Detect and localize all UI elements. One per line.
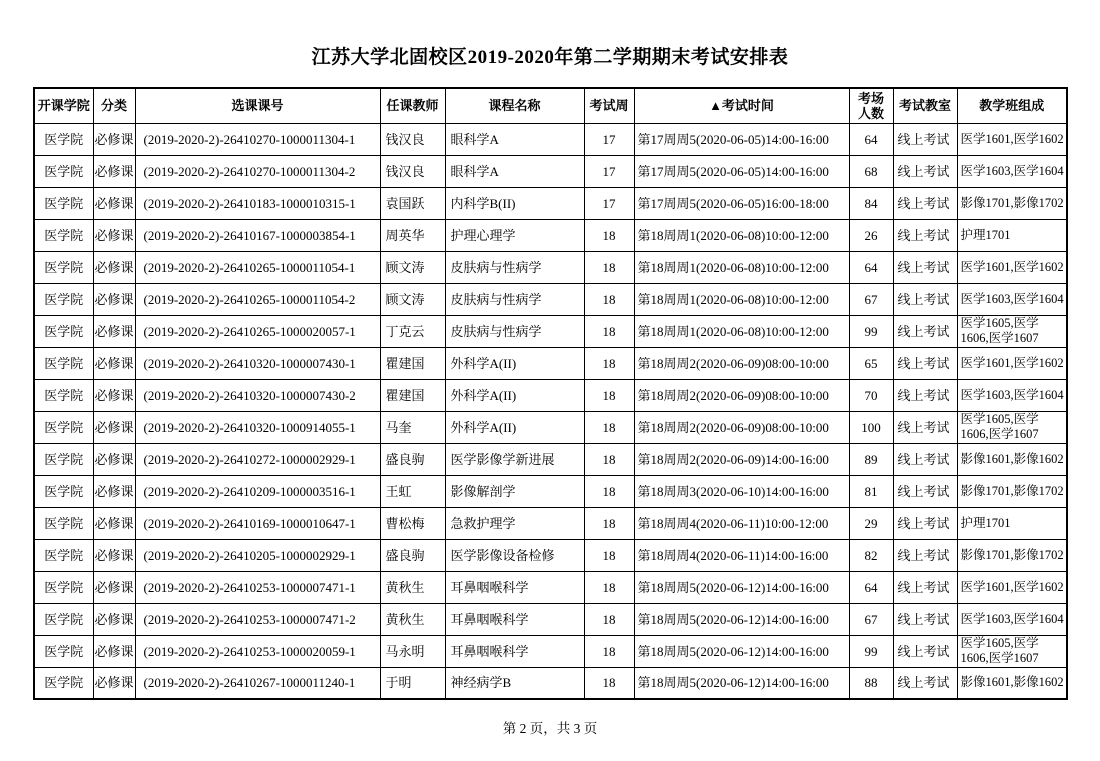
cell-room_count: 68 (849, 155, 893, 187)
cell-class_composition: 护理1701 (957, 507, 1067, 539)
cell-college: 医学院 (34, 475, 93, 507)
cell-exam_room: 线上考试 (893, 443, 957, 475)
cell-exam_time: 第18周周1(2020-06-08)10:00-12:00 (634, 219, 849, 251)
cell-exam_time: 第17周周5(2020-06-05)14:00-16:00 (634, 155, 849, 187)
cell-college: 医学院 (34, 539, 93, 571)
cell-exam_time: 第18周周5(2020-06-12)14:00-16:00 (634, 667, 849, 699)
cell-exam_week: 18 (584, 251, 634, 283)
cell-college: 医学院 (34, 187, 93, 219)
cell-college: 医学院 (34, 315, 93, 347)
cell-category: 必修课 (93, 379, 135, 411)
cell-exam_room: 线上考试 (893, 603, 957, 635)
cell-teacher: 顾文涛 (380, 251, 445, 283)
cell-class_composition: 影像1701,影像1702 (957, 475, 1067, 507)
cell-exam_room: 线上考试 (893, 475, 957, 507)
cell-room_count: 99 (849, 635, 893, 667)
cell-college: 医学院 (34, 443, 93, 475)
cell-course_no: (2019-2020-2)-26410253-1000007471-2 (135, 603, 380, 635)
table-row (34, 443, 1067, 475)
cell-exam_room: 线上考试 (893, 667, 957, 699)
cell-exam_time: 第18周周1(2020-06-08)10:00-12:00 (634, 251, 849, 283)
cell-college: 医学院 (34, 667, 93, 699)
cell-room_count: 26 (849, 219, 893, 251)
cell-category: 必修课 (93, 283, 135, 315)
table-row (34, 315, 1067, 347)
cell-exam_week: 18 (584, 667, 634, 699)
cell-exam_room: 线上考试 (893, 635, 957, 667)
cell-exam_time: 第18周周1(2020-06-08)10:00-12:00 (634, 315, 849, 347)
cell-course_name: 内科学B(II) (445, 187, 584, 219)
cell-category: 必修课 (93, 443, 135, 475)
cell-room_count: 65 (849, 347, 893, 379)
cell-room_count: 88 (849, 667, 893, 699)
cell-exam_room: 线上考试 (893, 347, 957, 379)
cell-exam_time: 第18周周2(2020-06-09)08:00-10:00 (634, 347, 849, 379)
table-row (34, 539, 1067, 571)
cell-college: 医学院 (34, 411, 93, 443)
cell-course_no: (2019-2020-2)-26410320-1000007430-1 (135, 347, 380, 379)
cell-course_name: 神经病学B (445, 667, 584, 699)
cell-college: 医学院 (34, 347, 93, 379)
cell-exam_room: 线上考试 (893, 411, 957, 443)
cell-exam_week: 18 (584, 443, 634, 475)
cell-teacher: 王虹 (380, 475, 445, 507)
table-row (34, 379, 1067, 411)
column-header-exam_room: 考试教室 (893, 88, 957, 123)
cell-course_no: (2019-2020-2)-26410320-1000007430-2 (135, 379, 380, 411)
column-header-teacher: 任课教师 (380, 88, 445, 123)
cell-category: 必修课 (93, 603, 135, 635)
cell-teacher: 瞿建国 (380, 347, 445, 379)
cell-exam_week: 18 (584, 539, 634, 571)
cell-exam_room: 线上考试 (893, 507, 957, 539)
cell-course_no: (2019-2020-2)-26410267-1000011240-1 (135, 667, 380, 699)
cell-exam_time: 第18周周3(2020-06-10)14:00-16:00 (634, 475, 849, 507)
cell-category: 必修课 (93, 123, 135, 155)
cell-category: 必修课 (93, 571, 135, 603)
cell-room_count: 89 (849, 443, 893, 475)
table-header-row (34, 88, 1067, 123)
cell-college: 医学院 (34, 635, 93, 667)
table-row (34, 283, 1067, 315)
cell-college: 医学院 (34, 603, 93, 635)
cell-college: 医学院 (34, 379, 93, 411)
cell-course_name: 眼科学A (445, 155, 584, 187)
cell-college: 医学院 (34, 123, 93, 155)
cell-exam_time: 第18周周5(2020-06-12)14:00-16:00 (634, 635, 849, 667)
cell-course_name: 影像解剖学 (445, 475, 584, 507)
cell-category: 必修课 (93, 219, 135, 251)
page-title: 江苏大学北固校区2019-2020年第二学期期末考试安排表 (311, 47, 789, 68)
table-row (34, 219, 1067, 251)
cell-course_no: (2019-2020-2)-26410253-1000020059-1 (135, 635, 380, 667)
cell-class_composition: 医学1605,医学1606,医学1607 (957, 315, 1067, 347)
page-number: 第 2 页，共 3 页 (502, 721, 598, 736)
cell-room_count: 64 (849, 251, 893, 283)
cell-exam_week: 18 (584, 411, 634, 443)
cell-course_no: (2019-2020-2)-26410270-1000011304-1 (135, 123, 380, 155)
cell-college: 医学院 (34, 251, 93, 283)
cell-exam_time: 第17周周5(2020-06-05)16:00-18:00 (634, 187, 849, 219)
cell-exam_room: 线上考试 (893, 539, 957, 571)
cell-class_composition: 医学1601,医学1602 (957, 347, 1067, 379)
cell-exam_time: 第18周周2(2020-06-09)08:00-10:00 (634, 411, 849, 443)
cell-class_composition: 医学1603,医学1604 (957, 603, 1067, 635)
column-header-course_name: 课程名称 (445, 88, 584, 123)
column-header-exam_time: ▲考试时间 (634, 88, 849, 123)
cell-teacher: 盛良驹 (380, 539, 445, 571)
cell-course_name: 皮肤病与性病学 (445, 251, 584, 283)
table-row (34, 475, 1067, 507)
table-row (34, 187, 1067, 219)
cell-course_no: (2019-2020-2)-26410320-1000914055-1 (135, 411, 380, 443)
cell-course_name: 皮肤病与性病学 (445, 315, 584, 347)
cell-room_count: 82 (849, 539, 893, 571)
cell-category: 必修课 (93, 347, 135, 379)
cell-exam_time: 第18周周4(2020-06-11)14:00-16:00 (634, 539, 849, 571)
cell-exam_time: 第18周周5(2020-06-12)14:00-16:00 (634, 571, 849, 603)
cell-course_no: (2019-2020-2)-26410205-1000002929-1 (135, 539, 380, 571)
cell-exam_time: 第18周周4(2020-06-11)10:00-12:00 (634, 507, 849, 539)
cell-teacher: 曹松梅 (380, 507, 445, 539)
cell-exam_week: 18 (584, 507, 634, 539)
cell-room_count: 100 (849, 411, 893, 443)
column-header-room_count: 考场人数 (849, 88, 893, 123)
cell-class_composition: 医学1601,医学1602 (957, 123, 1067, 155)
cell-exam_time: 第18周周2(2020-06-09)08:00-10:00 (634, 379, 849, 411)
cell-teacher: 于明 (380, 667, 445, 699)
cell-college: 医学院 (34, 155, 93, 187)
cell-teacher: 黄秋生 (380, 603, 445, 635)
cell-exam_week: 18 (584, 283, 634, 315)
cell-class_composition: 护理1701 (957, 219, 1067, 251)
cell-category: 必修课 (93, 315, 135, 347)
cell-course_name: 耳鼻咽喉科学 (445, 571, 584, 603)
cell-room_count: 64 (849, 571, 893, 603)
cell-exam_time: 第18周周1(2020-06-08)10:00-12:00 (634, 283, 849, 315)
cell-teacher: 马奎 (380, 411, 445, 443)
cell-course_no: (2019-2020-2)-26410265-1000011054-1 (135, 251, 380, 283)
table-row (34, 155, 1067, 187)
cell-class_composition: 医学1605,医学1606,医学1607 (957, 635, 1067, 667)
cell-room_count: 64 (849, 123, 893, 155)
cell-course_no: (2019-2020-2)-26410270-1000011304-2 (135, 155, 380, 187)
cell-exam_week: 17 (584, 155, 634, 187)
cell-exam_room: 线上考试 (893, 283, 957, 315)
cell-room_count: 99 (849, 315, 893, 347)
column-header-category: 分类 (93, 88, 135, 123)
cell-category: 必修课 (93, 667, 135, 699)
cell-teacher: 丁克云 (380, 315, 445, 347)
cell-room_count: 67 (849, 283, 893, 315)
cell-room_count: 84 (849, 187, 893, 219)
cell-exam_room: 线上考试 (893, 187, 957, 219)
cell-exam_room: 线上考试 (893, 219, 957, 251)
cell-exam_room: 线上考试 (893, 379, 957, 411)
cell-category: 必修课 (93, 475, 135, 507)
cell-course_name: 护理心理学 (445, 219, 584, 251)
cell-exam_week: 18 (584, 219, 634, 251)
cell-teacher: 瞿建国 (380, 379, 445, 411)
cell-category: 必修课 (93, 187, 135, 219)
cell-category: 必修课 (93, 251, 135, 283)
cell-class_composition: 医学1605,医学1606,医学1607 (957, 411, 1067, 443)
cell-exam_week: 17 (584, 187, 634, 219)
cell-course_no: (2019-2020-2)-26410272-1000002929-1 (135, 443, 380, 475)
cell-teacher: 顾文涛 (380, 283, 445, 315)
cell-class_composition: 影像1701,影像1702 (957, 187, 1067, 219)
cell-course_name: 外科学A(II) (445, 347, 584, 379)
cell-exam_room: 线上考试 (893, 155, 957, 187)
cell-course_name: 医学影像学新进展 (445, 443, 584, 475)
cell-exam_room: 线上考试 (893, 315, 957, 347)
cell-teacher: 钱汉良 (380, 155, 445, 187)
cell-college: 医学院 (34, 507, 93, 539)
cell-class_composition: 影像1601,影像1602 (957, 443, 1067, 475)
cell-exam_time: 第18周周5(2020-06-12)14:00-16:00 (634, 603, 849, 635)
cell-exam_week: 18 (584, 571, 634, 603)
cell-course_name: 耳鼻咽喉科学 (445, 635, 584, 667)
table-row (34, 507, 1067, 539)
cell-category: 必修课 (93, 539, 135, 571)
cell-class_composition: 影像1601,影像1602 (957, 667, 1067, 699)
exam-schedule-table (33, 87, 1068, 700)
table-row (34, 411, 1067, 443)
column-header-course_no: 选课课号 (135, 88, 380, 123)
cell-exam_room: 线上考试 (893, 123, 957, 155)
cell-category: 必修课 (93, 507, 135, 539)
cell-exam_week: 17 (584, 123, 634, 155)
cell-category: 必修课 (93, 635, 135, 667)
cell-teacher: 袁国跃 (380, 187, 445, 219)
cell-course_name: 眼科学A (445, 123, 584, 155)
table-row (34, 347, 1067, 379)
cell-teacher: 黄秋生 (380, 571, 445, 603)
cell-teacher: 周英华 (380, 219, 445, 251)
cell-category: 必修课 (93, 155, 135, 187)
cell-room_count: 81 (849, 475, 893, 507)
table-row (34, 667, 1067, 699)
cell-room_count: 70 (849, 379, 893, 411)
column-header-college: 开课学院 (34, 88, 93, 123)
table-row (34, 571, 1067, 603)
cell-class_composition: 医学1601,医学1602 (957, 251, 1067, 283)
cell-exam_week: 18 (584, 347, 634, 379)
cell-teacher: 马永明 (380, 635, 445, 667)
cell-class_composition: 影像1701,影像1702 (957, 539, 1067, 571)
cell-exam_time: 第18周周2(2020-06-09)14:00-16:00 (634, 443, 849, 475)
table-row (34, 603, 1067, 635)
cell-course_name: 外科学A(II) (445, 379, 584, 411)
cell-course_no: (2019-2020-2)-26410169-1000010647-1 (135, 507, 380, 539)
cell-teacher: 钱汉良 (380, 123, 445, 155)
cell-category: 必修课 (93, 411, 135, 443)
cell-course_name: 耳鼻咽喉科学 (445, 603, 584, 635)
cell-class_composition: 医学1603,医学1604 (957, 283, 1067, 315)
cell-course_name: 急救护理学 (445, 507, 584, 539)
cell-exam_time: 第17周周5(2020-06-05)14:00-16:00 (634, 123, 849, 155)
cell-course_name: 医学影像设备检修 (445, 539, 584, 571)
cell-course_no: (2019-2020-2)-26410265-1000020057-1 (135, 315, 380, 347)
table-row (34, 123, 1067, 155)
cell-college: 医学院 (34, 283, 93, 315)
cell-class_composition: 医学1603,医学1604 (957, 379, 1067, 411)
cell-class_composition: 医学1601,医学1602 (957, 571, 1067, 603)
cell-exam_week: 18 (584, 635, 634, 667)
cell-course_name: 皮肤病与性病学 (445, 283, 584, 315)
cell-exam_room: 线上考试 (893, 251, 957, 283)
cell-exam_week: 18 (584, 603, 634, 635)
cell-course_no: (2019-2020-2)-26410265-1000011054-2 (135, 283, 380, 315)
cell-class_composition: 医学1603,医学1604 (957, 155, 1067, 187)
cell-exam_week: 18 (584, 315, 634, 347)
table-row (34, 251, 1067, 283)
table-row (34, 635, 1067, 667)
cell-room_count: 67 (849, 603, 893, 635)
cell-exam_week: 18 (584, 379, 634, 411)
cell-college: 医学院 (34, 571, 93, 603)
cell-exam_week: 18 (584, 475, 634, 507)
cell-college: 医学院 (34, 219, 93, 251)
cell-course_name: 外科学A(II) (445, 411, 584, 443)
cell-exam_room: 线上考试 (893, 571, 957, 603)
cell-course_no: (2019-2020-2)-26410183-1000010315-1 (135, 187, 380, 219)
cell-room_count: 29 (849, 507, 893, 539)
cell-course_no: (2019-2020-2)-26410167-1000003854-1 (135, 219, 380, 251)
table-body (34, 123, 1067, 699)
column-header-exam_week: 考试周 (584, 88, 634, 123)
cell-course_no: (2019-2020-2)-26410209-1000003516-1 (135, 475, 380, 507)
cell-teacher: 盛良驹 (380, 443, 445, 475)
cell-course_no: (2019-2020-2)-26410253-1000007471-1 (135, 571, 380, 603)
column-header-class_composition: 教学班组成 (957, 88, 1067, 123)
